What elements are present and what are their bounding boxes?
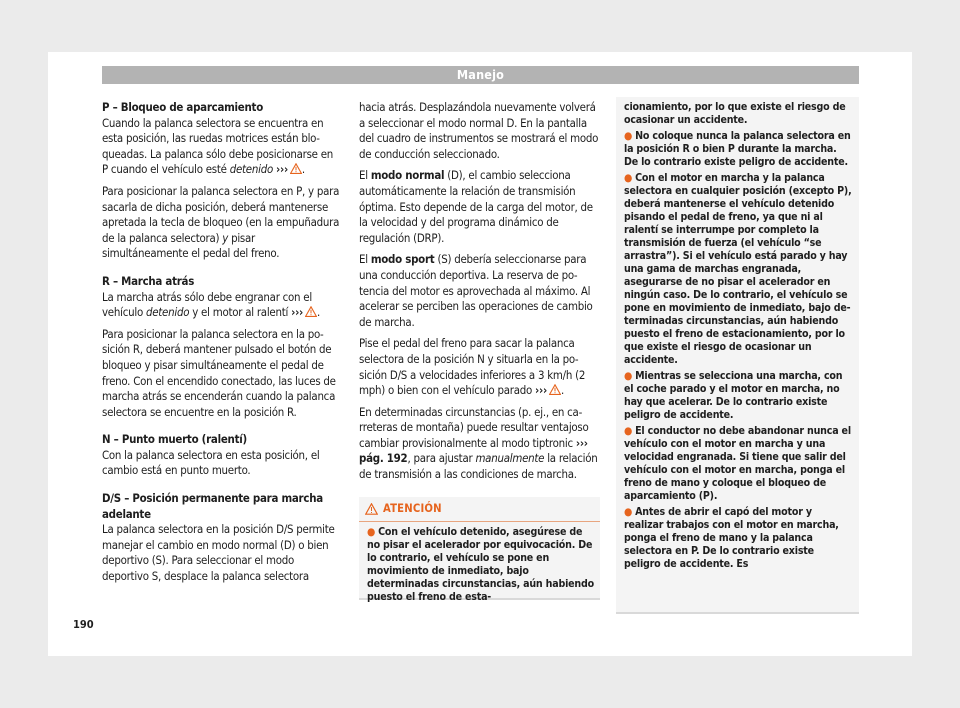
list-item: ● Con el motor en marcha y la palanca selectora en cualquier posición (excepto P), deberá mantenerse el vehículo detenido pisando el pedal de freno, ya que ni al ralentí se interrumpe por completo la transmisión de fuerza (el vehículo “se arrastra”). Si el vehículo está parado y hay una gama de marchas engranada, asegurarse de no pisar el acelerador en ningún caso. De lo contrario, el vehículo se pone en movimiento de inmediato, bajo determinadas circunstancias, aún habiendo puesto el freno de estacionamiento, por lo que existe el riesgo de ocasionar un accidente. — [624, 172, 852, 366]
paragraph: Para posicionar la palanca selectora en la posición R, deberá mantener pulsado el botón de bloqueo y pisar simultáneamente el pedal de freno. Con el encendido conectado, las luces de marcha atrás se encenderán cuando la palanca selectora se encuentre en la posición R. — [102, 326, 336, 419]
page-header: Manejo — [102, 66, 859, 84]
list-item: ● No coloque nunca la palanca selectora en la posición R o bien P durante la marcha. De lo contrario existe peligro de accidente. — [624, 130, 851, 168]
divider — [359, 521, 600, 522]
paragraph: Cuando la palanca selectora se encuentra en esta posición, las ruedas motrices están bloqueadas. La palanca sólo debe posicionarse en P cuando el vehículo esté detenido ››› . — [102, 115, 334, 177]
list-item: ● Con el vehículo detenido, asegúrese de no pisar el acelerador por equivocación. De lo contrario, el vehículo se pone en movimiento de inmediato, bajo determinadas circunstancias, aún habiendo puesto el freno de esta- — [367, 526, 594, 603]
warning-triangle-icon — [290, 163, 302, 174]
warning-triangle-icon — [365, 503, 378, 515]
bullet-icon: ● — [624, 425, 633, 437]
paragraph: La palanca selectora en la posición D/S permite manejar el cambio en modo normal (D) o bien deportivo (S). Para seleccionar el modo deportivo S, desplace la palanca selectora — [102, 522, 335, 584]
section-heading-r: R – Marcha atrás — [102, 273, 195, 288]
warning-title: ATENCIÓN — [359, 497, 600, 521]
bullet-icon: ● — [624, 130, 633, 142]
paragraph: Para posicionar la palanca selectora en P, y para sacarla de dicha posición, deberá mantenerse apretada la tecla de bloqueo (en la empuñadura de la palanca selectora) y pisar simultáneamente el pedal del freno. — [102, 183, 340, 261]
bullet-icon: ● — [624, 172, 633, 184]
list-item: ● Mientras se selecciona una marcha, con el coche parado y el motor en marcha, no hay que acelerar. De lo contrario existe peligro de accidente. — [624, 370, 843, 421]
warning-triangle-icon — [305, 306, 317, 317]
paragraph: En determinadas circunstancias (p. ej., en carreteras de montaña) puede resultar ventajoso cambiar provisionalmente al modo tiptronic ››› pág. 192, para ajustar manualmente la relación de transmisión a las condiciones de marcha. — [359, 404, 598, 482]
section-heading-n: N – Punto muerto (ralentí) — [102, 432, 247, 447]
paragraph: Pise el pedal del freno para sacar la palanca selectora de la posición N y situarla en la posición D/S a velocidades inferiores a 3 km/h (2 mph) o bien con el vehículo parado ››› . — [359, 336, 586, 398]
list-item: ● El conductor no debe abandonar nunca el vehículo con el motor en marcha y una velocidad engranada. Si tiene que salir del vehículo con el motor en marcha, ponga el freno de mano y coloque el bloqueo de aparcamiento (P). — [624, 425, 851, 502]
paragraph: El modo normal (D), el cambio selecciona automáticamente la relación de transmisión óptima. Esto depende de la carga del motor, de la velocidad y del programa dinámico de regulación (DRP). — [359, 168, 593, 245]
section-heading-ds: D/S – Posición permanente para marcha adelante — [102, 491, 323, 521]
warning-box — [359, 497, 600, 603]
bullet-icon: ● — [367, 526, 376, 538]
warning-box-continued — [616, 97, 859, 614]
bullet-icon: ● — [624, 506, 633, 518]
paragraph: El modo sport (S) debería seleccionarse para una conducción deportiva. La reserva de potencia del motor es aprovechada al máximo. Al acelerar se perciben las operaciones de cambio de marcha. — [359, 252, 593, 329]
page-number: 190 — [73, 618, 94, 631]
paragraph: La marcha atrás sólo debe engranar con el vehículo detenido y el motor al ralentí ››› . — [102, 289, 321, 320]
column-2 — [359, 100, 600, 489]
list-item: cionamiento, por lo que existe el riesgo de ocasionar un accidente. — [624, 101, 846, 126]
list-item: ● Antes de abrir el capó del motor y realizar trabajos con el motor en marcha, ponga el freno de mano y la palanca selectora en P. De lo contrario existe peligro de accidente. Es — [624, 506, 839, 570]
paragraph: Con la palanca selectora en esta posición, el cambio está en punto muerto. — [102, 447, 320, 478]
section-heading-p: P – Bloqueo de aparcamiento — [102, 100, 264, 114]
page-reference-link[interactable]: ››› pág. 192 — [359, 435, 588, 466]
bullet-icon: ● — [624, 370, 633, 382]
warning-triangle-icon — [549, 384, 561, 395]
paragraph: hacia atrás. Desplazándola nuevamente volverá a seleccionar el modo normal D. En la pantalla del cuadro de instrumentos se mostrará el modo de conducción seleccionado. — [359, 100, 599, 161]
column-1 — [102, 100, 340, 591]
